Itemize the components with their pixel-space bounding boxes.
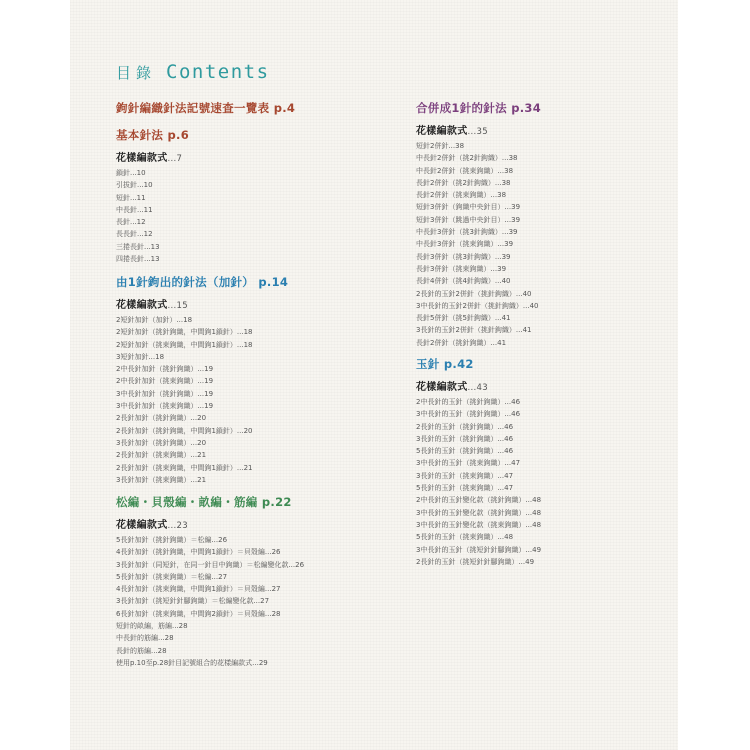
- toc-entry: 短針的畝編，筋編...28: [116, 622, 188, 631]
- toc-entry: 短針3併針（跳過中央針目）...39: [416, 215, 521, 224]
- toc-entry: 3中長針的玉針變化款（挑針鉤織）...48: [416, 508, 542, 517]
- toc-entry: 三捲長針...13: [116, 242, 160, 251]
- toc-entry: 短針...11: [116, 193, 146, 202]
- toc-entry: 3中長針的玉針（挑針鉤織）...46: [416, 410, 521, 419]
- section-subheading: [116, 516, 304, 531]
- toc-entry: 中長針的筋編...28: [116, 634, 174, 643]
- toc-entry: 4長針加針（挑束鉤織，中間鉤1鎖針）＝貝殼編...27: [116, 585, 281, 594]
- subheading-page: ...15: [167, 301, 188, 311]
- toc-item-list: [116, 534, 304, 669]
- toc-entry: 3長針加針（同短針，在同一針目中鉤織）＝松編變化款...26: [116, 560, 305, 569]
- toc-entry: 2長針的玉針（挑短針針腳鉤織）...49: [416, 557, 535, 566]
- section-subheading: [416, 378, 541, 393]
- toc-section-s0: [116, 100, 295, 116]
- toc-entry: 長針2併針（挑束鉤織）...38: [416, 191, 507, 200]
- toc-title-en: Contents: [166, 61, 270, 83]
- toc-entry: 長針2併針（挑針鉤織）...41: [416, 338, 507, 347]
- toc-entry: 5長針的玉針（挑束鉤織）...47: [416, 484, 514, 493]
- toc-section-s4: [416, 100, 541, 349]
- toc-entry: 3中長針加針（挑束鉤織）...19: [116, 402, 214, 411]
- toc-entry: 2長針的玉針（挑針鉤織）...46: [416, 422, 514, 431]
- toc-entry: 長長針...12: [116, 230, 153, 239]
- toc-entry: 長針...12: [116, 218, 146, 227]
- toc-item-list: [416, 396, 541, 568]
- subheading-page: ...35: [467, 127, 488, 137]
- subheading-page: ...43: [467, 383, 488, 393]
- toc-entry: 3中長針的玉針變化款（挑束鉤織）...48: [416, 520, 542, 529]
- toc-entry: 2短針加針（挑針鉤織，中間鉤1鎖針）...18: [116, 328, 253, 337]
- subheading-page: ...7: [167, 154, 183, 164]
- section-title: 由1針鉤出的針法（加針） p.14: [116, 275, 289, 289]
- toc-entry: 4長針加針（挑針鉤織，中間鉤1鎖針）＝貝殼編...26: [116, 548, 281, 557]
- toc-entry: 長針2併針（挑2針鉤織）...38: [416, 178, 511, 187]
- toc-section-s3: [116, 494, 304, 669]
- toc-entry: 2長針的玉針2併針（挑針鉤織）...40: [416, 289, 532, 298]
- toc-entry: 使用p.10至p.28針目記號組合的花樣編款式...29: [116, 658, 268, 667]
- section-title: 玉針 p.42: [416, 357, 474, 371]
- toc-entry: 2長針加針（挑針鉤織，中間鉤1鎖針）...20: [116, 426, 253, 435]
- toc-entry: 短針3併針（鉤織中央針目）...39: [416, 203, 521, 212]
- toc-item-list: [116, 314, 288, 486]
- toc-entry: 長針的筋編...28: [116, 646, 167, 655]
- toc-entry: 2長針加針（挑針鉤織）...20: [116, 414, 207, 423]
- toc-entry: 5長針加針（挑針鉤織）＝松編...26: [116, 536, 228, 544]
- toc-entry: 3長針加針（挑針鉤織）...20: [116, 438, 207, 447]
- toc-entry: 3中長針的玉針（挑束鉤織）...47: [416, 459, 521, 468]
- subheading-page: ...23: [167, 521, 188, 531]
- toc-entry: 2長針加針（挑束鉤織，中間鉤1鎖針）...21: [116, 463, 253, 472]
- toc-entry: 引拔針...10: [116, 181, 153, 190]
- toc-entry: 短針2併針...38: [416, 142, 465, 150]
- toc-entry: 3長針的玉針（挑針鉤織）...46: [416, 434, 514, 443]
- toc-entry: 中長針3併針（挑3針鉤織）...39: [416, 228, 518, 237]
- toc-entry: 2中長針加針（挑針鉤織）...19: [116, 365, 214, 374]
- toc-entry: 3長針的玉針2併針（挑針鉤織）...41: [416, 326, 532, 335]
- toc-entry: 5長針的玉針（挑束鉤織）...48: [416, 533, 514, 542]
- toc-entry: 四捲長針...13: [116, 255, 160, 264]
- toc-entry: 中長針2併針（挑2針鉤織）...38: [416, 154, 518, 163]
- toc-entry: 長針3併針（挑3針鉤織）...39: [416, 252, 511, 261]
- toc-entry: 3長針的玉針（挑束鉤織）...47: [416, 471, 514, 480]
- toc-entry: 3中長針加針（挑針鉤織）...19: [116, 389, 214, 398]
- section-subheading: [116, 149, 189, 164]
- toc-entry: 2長針加針（挑束鉤織）...21: [116, 451, 207, 460]
- toc-entry: 中長針...11: [116, 205, 153, 214]
- subheading-label: 花樣編款式: [116, 153, 168, 164]
- toc-section-s1: [116, 127, 189, 265]
- toc-entry: 2短針加針（挑束鉤織，中間鉤1鎖針）...18: [116, 340, 253, 349]
- toc-entry: 3長針加針（挑束鉤織）...21: [116, 475, 207, 484]
- toc-entry: 2中長針的玉針（挑針鉤織）...46: [416, 398, 521, 406]
- toc-section-s5: [416, 356, 541, 568]
- section-title: 基本針法 p.6: [116, 128, 190, 142]
- subheading-label: 花樣編款式: [116, 520, 168, 531]
- toc-item-list: [116, 167, 189, 265]
- section-title: 松編・貝殼編・畝編・筋編 p.22: [116, 495, 292, 509]
- section-subheading: [116, 296, 288, 311]
- toc-entry: 5長針加針（挑束鉤織）＝松編...27: [116, 572, 228, 581]
- toc-entry: 中長針3併針（挑束鉤織）...39: [416, 240, 514, 249]
- toc-item-list: [416, 140, 541, 349]
- section-title: 合併成1針的針法 p.34: [416, 101, 542, 115]
- toc-entry: 3短針加針...18: [116, 352, 165, 361]
- toc-entry: 5長針的玉針（挑針鉤織）...46: [416, 447, 514, 456]
- toc-entry: 6長針加針（挑束鉤織，中間鉤2鎖針）＝貝殼編...28: [116, 609, 281, 618]
- section-subheading: [416, 122, 541, 137]
- toc-section-s2: [116, 274, 288, 486]
- toc-title: [116, 48, 270, 86]
- toc-entry: 2中長針的玉針變化款（挑針鉤織）...48: [416, 496, 542, 505]
- toc-entry: 長針3併針（挑束鉤織）...39: [416, 264, 507, 273]
- subheading-label: 花樣編款式: [416, 126, 468, 137]
- toc-title-zh: 目錄: [116, 64, 157, 82]
- subheading-label: 花樣編款式: [116, 300, 168, 311]
- toc-entry: 中長針2併針（挑束鉤織）...38: [416, 166, 514, 175]
- section-title: 鉤針編織針法記號速查一覽表 p.4: [116, 101, 296, 115]
- toc-entry: 長針5併針（挑5針鉤織）...41: [416, 314, 511, 323]
- toc-entry: 2短針加針（加針）...18: [116, 316, 193, 324]
- toc-entry: 3中長針的玉針2併針（挑針鉤織）...40: [416, 301, 539, 310]
- subheading-label: 花樣編款式: [416, 382, 468, 393]
- toc-entry: 3中長針的玉針（挑短針針腳鉤織）...49: [416, 545, 542, 554]
- toc-entry: 長針4併針（挑4針鉤織）...40: [416, 277, 511, 286]
- toc-entry: 3長針加針（挑短針針腳鉤織）＝松編變化款...27: [116, 597, 270, 606]
- toc-entry: 鎖針...10: [116, 169, 146, 177]
- toc-entry: 2中長針加針（挑束鉤織）...19: [116, 377, 214, 386]
